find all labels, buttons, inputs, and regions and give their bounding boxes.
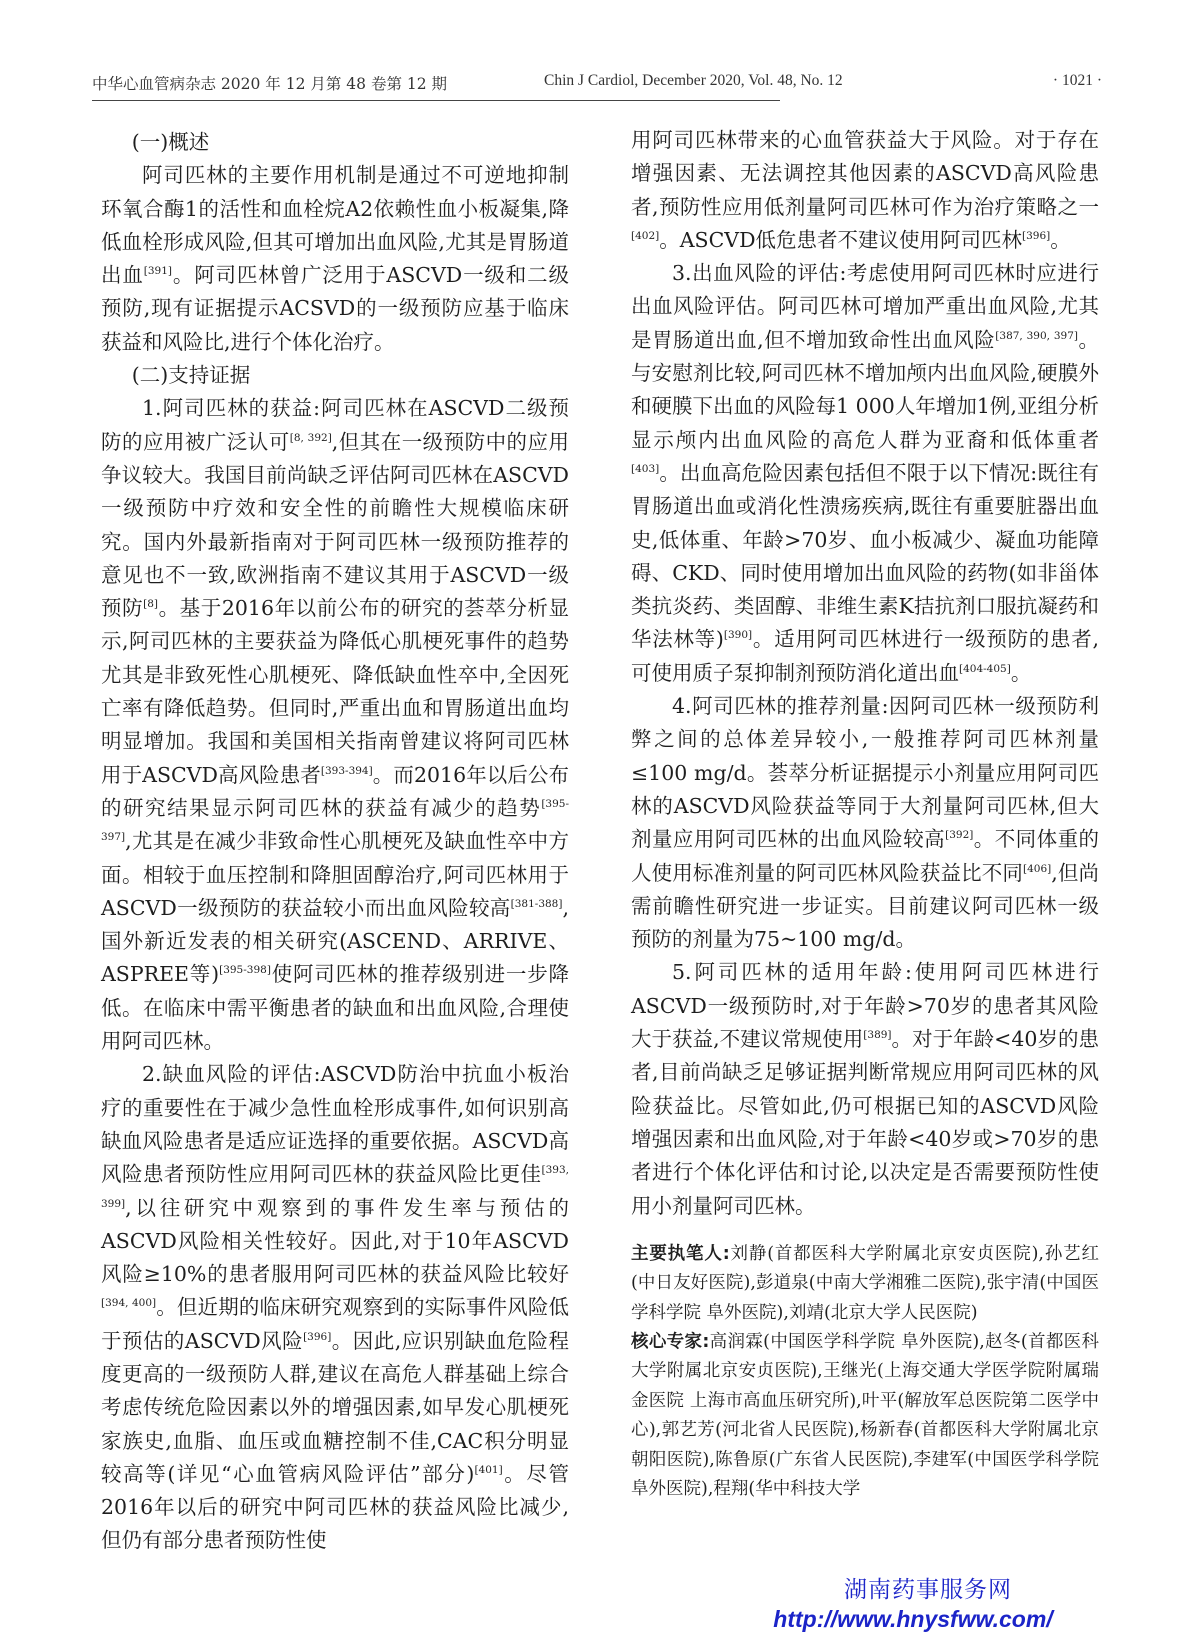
paragraph-recommended-dose: 4.阿司匹林的推荐剂量:因阿司匹林一级预防利弊之间的总体差异较小,一般推荐阿司匹林剂量≤100 mg/d。荟萃分析证据提示小剂量应用阿司匹林的ASCVD风险获益等同于大剂量阿司匹林,但大剂量应用阿司匹林的出血风险较高[392]。不同体重的人使用标准剂量的阿司匹林风险获益比不同[406],但尚需前瞻性研究进一步证实。目前建议阿司匹林一级预防的剂量为75~100 mg/d。 xyxy=(631,694,1100,952)
watermark-site-name: 湖南药事服务网 xyxy=(844,1576,1012,1602)
citation: [8] xyxy=(143,598,159,611)
citation: [396] xyxy=(303,1330,332,1343)
paragraph-benefit: 1.阿司匹林的获益:阿司匹林在ASCVD二级预防的应用被广泛认可[8, 392],但其在一级预防中的应用争议较大。我国目前尚缺乏评估阿司匹林在ASCVD一级预防中疗效和安全性的前瞻性大规模临床研究。国内外最新指南对于阿司匹林一级预防推荐的意见也不一致,欧洲指南不建议其用于ASCVD一级预防[8]。基于2016年以前公布的研究的荟萃分析显示,阿司匹林的主要获益为降低心肌梗死事件的趋势尤其是非致死性心肌梗死、降低缺血性卒中,全因死亡率有降低趋势。但同时,严重出血和胃肠道出血均明显增加。我国和美国相关指南曾建议将阿司匹林用于ASCVD高风险患者[393-394]。而2016年以后公布的研究结果显示阿司匹林的获益有减少的趋势[395-397],尤其是在减少非致命性心肌梗死及缺血性卒中方面。相较于血压控制和降胆固醇治疗,阿司匹林用于ASCVD一级预防的获益较小而出血风险较高[381-388],国外新近发表的相关研究(ASCEND、ARRIVE、ASPREE等)[395-398]使阿司匹林的推荐级别进一步降低。在临床中需平衡患者的缺血和出血风险,合理使用阿司匹林。 xyxy=(101,396,570,1054)
paragraph-ischemia-risk: 2.缺血风险的评估:ASCVD防治中抗血小板治疗的重要性在于减少急性血栓形成事件,如何识别高缺血风险患者是适应证选择的重要依据。ASCVD高风险患者预防性应用阿司匹林的获益风险比更佳[393, 399],以往研究中观察到的事件发生率与预估的ASCVD风险相关性较好。因此,对于10年ASCVD风险≥10%的患者服用阿司匹林的获益风险比较好[394, 400]。但近期的临床研究观察到的实际事件风险低于预估的ASCVD风险[396]。因此,应识别缺血危险程度更高的一级预防人群,建议在高危人群基础上综合考虑传统危险因素以外的增强因素,如早发心肌梗死家族史,血脂、血压或血糖控制不佳,CAC积分明显较高等(详见“心血管病风险评估”部分)[401]。尽管2016年以后的研究中阿司匹林的获益风险比减少,但仍有部分患者预防性使 xyxy=(101,1062,570,1553)
header-rule xyxy=(92,100,780,101)
citation: [392] xyxy=(945,829,974,842)
citation: [8, 392] xyxy=(289,431,332,444)
citation: [393, 399] xyxy=(101,1164,569,1210)
page-number: · 1021 · xyxy=(1052,72,1102,89)
watermark-url: http://www.hnysfww.com/ xyxy=(773,1606,1053,1632)
citation: [396] xyxy=(1022,229,1051,242)
citation: [402] xyxy=(631,229,660,242)
citation: [387, 390, 397] xyxy=(995,329,1078,342)
citation: [391] xyxy=(143,265,172,278)
paragraph-bleeding-risk: 3.出血风险的评估:考虑使用阿司匹林时应进行出血风险评估。阿司匹林可增加严重出血风险,尤其是胃肠道出血,但不增加致命性出血风险[387, 390, 397]。与安慰剂比较,阿司匹林不增加颅内出血风险,硬膜外和硬膜下出血的风险每1 000人年增加1例,亚组分析显示颅内出血风险的高危人群为亚裔和低体重者[403]。出血高危险因素包括但不限于以下情况:既往有胃肠道出血或消化性溃疡疾病,既往有重要脏器出血史,低体重、年龄>70岁、血小板减少、凝血功能障碍、CKD、同时使用增加出血风险的药物(如非甾体类抗炎药、类固醇、非维生素K拮抗剂口服抗凝药和华法林等)[390]。适用阿司匹林进行一级预防的患者,可使用质子泵抑制剂预防消化道出血[404-405]。 xyxy=(631,261,1100,685)
paragraph-mechanism: 阿司匹林的主要作用机制是通过不可逆地抑制环氧合酶1的活性和血栓烷A2依赖性血小板凝集,降低血栓形成风险,但其可增加出血风险,尤其是胃肠道出血[391]。阿司匹林曾广泛用于ASCVD一级和二级预防,现有证据提示ACSVD的一级预防应基于临床获益和风险比,进行个体化治疗。 xyxy=(101,163,570,354)
citation: [393-394] xyxy=(320,764,373,777)
author-list xyxy=(631,1240,1099,1505)
citation: [381-388] xyxy=(510,897,563,910)
citation: [406] xyxy=(1022,862,1052,875)
citation: [401] xyxy=(474,1463,503,1476)
section-title-overview: (一)概述 xyxy=(131,130,210,154)
site-watermark xyxy=(698,1574,1158,1634)
core-experts-label: 核心专家: xyxy=(631,1332,710,1353)
citation: [394, 400] xyxy=(101,1297,157,1310)
main-authors-label: 主要执笔人: xyxy=(631,1243,730,1264)
citation: [395-397] xyxy=(101,797,569,844)
core-experts: 核心专家:高润霖(中国医学科学院 阜外医院),赵冬(首都医科大学附属北京安贞医院),王继光(上海交通大学医学院附属瑞金医院 上海市高血压研究所),叶平(解放军总医院第二医学中心),郭艺芳(河北省人民医院),杨新春(首都医科大学附属北京朝阳医院),陈鲁原(广东省人民医院),李建军(中国医学科学院 阜外医院),程翔(华中科技大学 xyxy=(631,1332,1099,1500)
paragraph-applicable-age: 5.阿司匹林的适用年龄:使用阿司匹林进行ASCVD一级预防时,对于年龄>70岁的患者其风险大于获益,不建议常规使用[389]。对于年龄<40岁的患者,目前尚缺乏足够证据判断常规应用阿司匹林的风险获益比。尽管如此,仍可根据已知的ASCVD风险增强因素和出血风险,对于年龄<40岁或>70岁的患者进行个体化评估和讨论,以决定是否需要预防性使用小剂量阿司匹林。 xyxy=(631,960,1099,1218)
left-column xyxy=(101,126,569,1558)
journal-title-en: Chin J Cardiol, December 2020, Vol. 48, No. 12 xyxy=(544,72,843,89)
paragraph-ischemia-risk-continued: 用阿司匹林带来的心血管获益大于风险。对于存在增强因素、无法调控其他因素的ASCVD高风险患者,预防性应用低剂量阿司匹林可作为治疗策略之一[402]。ASCVD低危患者不建议使用阿司匹林[396]。 xyxy=(631,128,1099,252)
citation: [395-398] xyxy=(219,964,271,977)
journal-title-cn: 中华心血管病杂志 2020 年 12 月第 48 卷第 12 期 xyxy=(92,75,448,93)
citation: [403] xyxy=(631,462,660,475)
main-authors: 主要执笔人:刘静(首都医科大学附属北京安贞医院),孙艺红(中日友好医院),彭道泉(中南大学湘雅二医院),张宇清(中国医学科学院 阜外医院),刘靖(北京大学人民医院) xyxy=(631,1243,1099,1323)
section-title-evidence: (二)支持证据 xyxy=(131,363,251,388)
citation: [389] xyxy=(863,1029,892,1042)
citation: [390] xyxy=(723,629,753,642)
citation: [404-405] xyxy=(959,662,1011,675)
running-header xyxy=(92,72,1102,102)
right-column xyxy=(631,124,1099,1504)
